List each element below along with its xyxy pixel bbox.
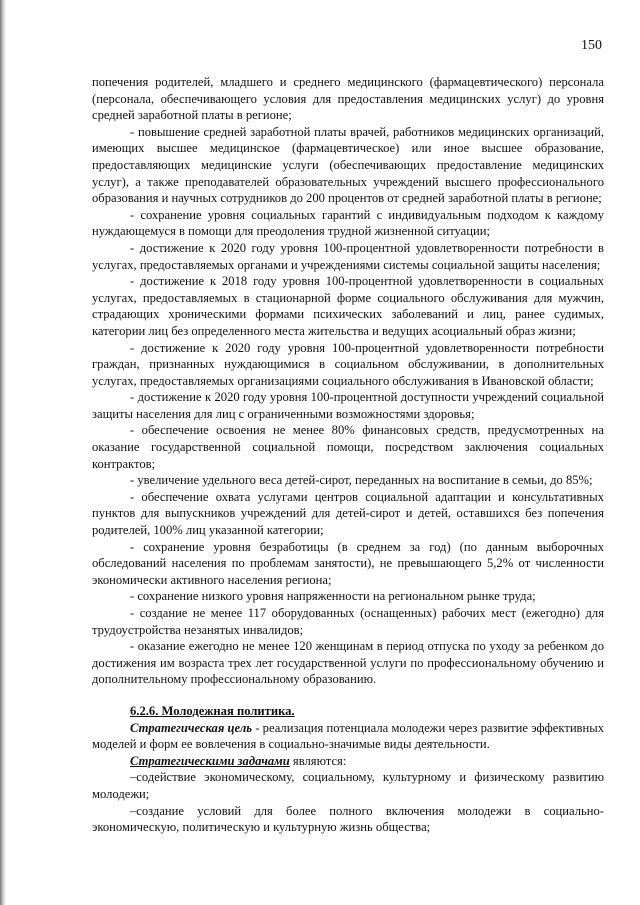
tasks-intro — [92, 753, 604, 770]
paragraph-item: - создание не менее 117 оборудованных (оснащенных) рабочих мест (ежегодно) для трудоустройства незанятых инвалидов; — [92, 606, 604, 637]
paragraph-item: - достижение к 2020 году уровня 100-процентной доступности учреждений социальной защиты населения для лиц с ограниченными возможностями здоровья; — [92, 390, 604, 421]
paragraph-item: - достижение к 2018 году уровня 100-процентной удовлетворенности в социальных услугах, предоставляемых в стационарной форме социального обслуживания для мужчин, страдающих хроническими формами психических заболеваний и лиц, ранее судимых, категории лиц без определенного места жительства и ведущих асоциальный образ жизни; — [92, 274, 604, 338]
paragraph-item: - достижение к 2020 году уровня 100-процентной удовлетворенности потребности граждан, признанных нуждающимися в социальном обслуживании, в дополнительных услугах, предоставляемых организациями социального обслуживания в Ивановской области; — [92, 340, 604, 388]
tasks-label: Стратегическими задачами — [130, 753, 290, 768]
paragraph-item: - сохранение низкого уровня напряженности на региональном рынке труда; — [130, 589, 536, 604]
section-heading: 6.2.6. Молодежная политика. — [130, 703, 295, 718]
paragraph-item: - повышение средней заработной платы врачей, работников медицинских организаций, имеющих высшее медицинское (фармацевтическое) или иное высшее образование, предоставляющих медицинские услуги (обеспечивающих предоставление медицинских услуг), а также преподавателей образовательных учреждений высшего профессионального образования и научных сотрудников до 200 процентов от средней заработной платы в регионе; — [92, 124, 604, 206]
paragraph-item: - сохранение уровня социальных гарантий с индивидуальным подходом к каждому нуждающемуся в помощи для преодоления трудной жизненной ситуации; — [92, 207, 604, 239]
paragraph-item: - достижение к 2020 году уровня 100-процентной удовлетворенности потребности в услугах, предоставляемых органами и учреждениями системы социальной защиты населения; — [92, 240, 604, 272]
task-item: –создание условий для более полного включения молодежи в социально-экономическую, политическую и культурную жизнь общества; — [92, 803, 604, 835]
scan-edge-shadow — [0, 0, 6, 905]
task-item: –содействие экономическому, социальному, культурному и физическому развитию молодежи; — [92, 770, 604, 801]
paragraph-item: - увеличение удельного веса детей-сирот, переданных на воспитание в семьи, до 85%; — [130, 473, 593, 488]
tasks-text: являются: — [289, 753, 347, 768]
page-number: 150 — [581, 38, 602, 53]
goal-text: - реализация потенциала молодежи через развитие эффективных моделей и форм ее вовлечения в социально-значимые виды деятельности. — [92, 720, 605, 752]
paragraph-item: - оказание ежегодно не менее 120 женщинам в период отпуска по уходу за ребенком до достижения им возраста трех лет государственной услуги по профессиональному обучению и дополнительному профессиональному образованию. — [92, 639, 604, 687]
paragraph-continuation: попечения родителей, младшего и среднего медицинского (фармацевтического) персонала (персонала, обеспечивающего условия для предоставления медицинских услуг) до уровня средней заработной платы в регионе; — [92, 75, 604, 123]
paragraph-item: - обеспечение освоения не менее 80% финансовых средств, предусмотренных на оказание государственной социальной помощи, посредством заключения социальных контрактов; — [92, 423, 604, 471]
goal-paragraph — [92, 720, 604, 753]
goal-label: Стратегическая цель — [130, 720, 253, 735]
paragraph-item: - обеспечение охвата услугами центров социальной адаптации и консультативных пунктов для выпускников учреждений для детей-сирот и детей, оставшихся без попечения родителей, 100% лиц указанной категории; — [92, 489, 604, 538]
paragraph-item: - сохранение уровня безработицы (в среднем за год) (по данным выборочных обследований населения по проблемам занятости), не превышающего 5,2% от численности экономически активного населения региона; — [92, 539, 604, 587]
document-body — [92, 74, 604, 836]
